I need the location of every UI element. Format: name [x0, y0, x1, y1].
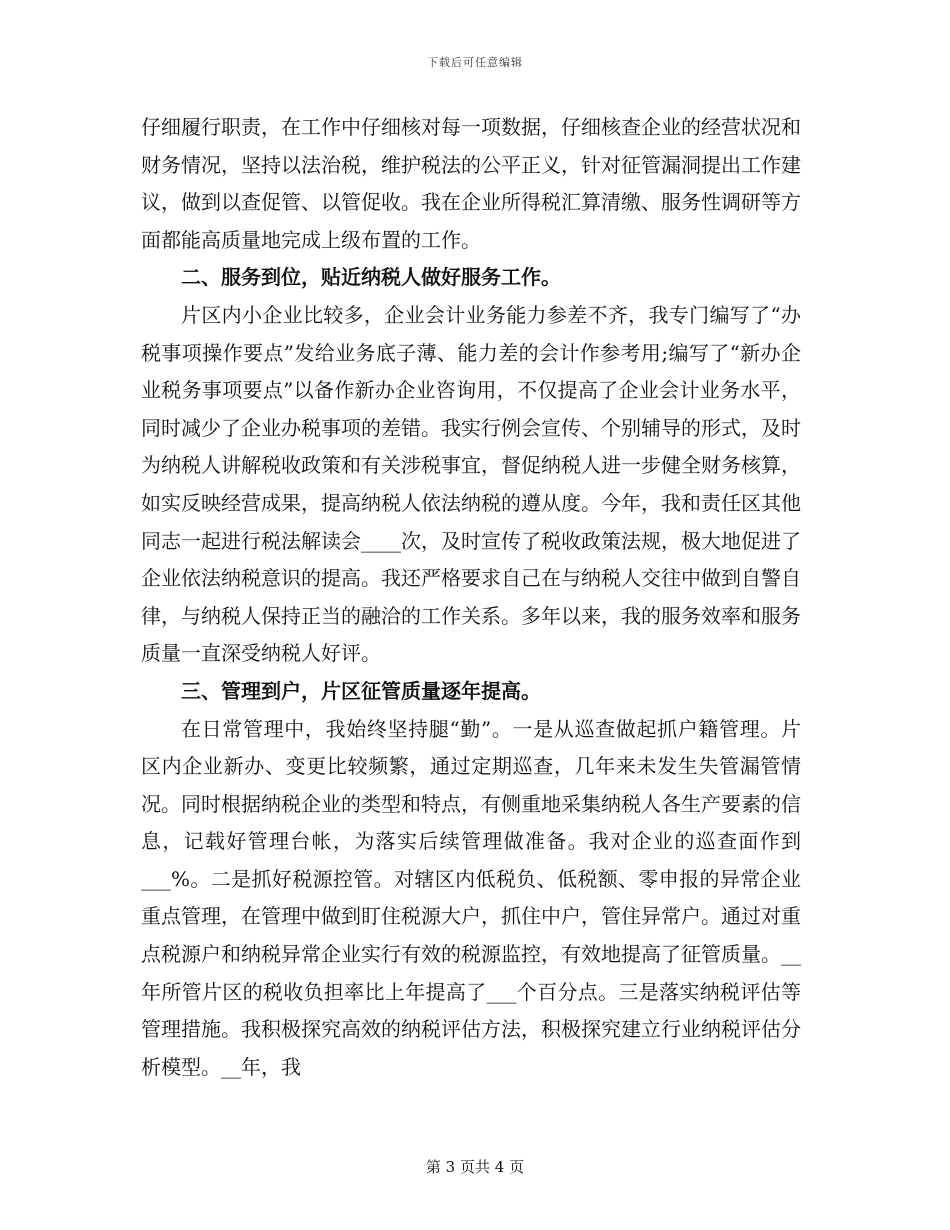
- section-heading: 二、服务到位，贴近纳税人做好服务工作。: [181, 265, 561, 290]
- section-heading: 三、管理到户，片区征管质量逐年提高。: [181, 678, 541, 703]
- body-paragraph: 在日常管理中，我始终坚持腿“勤”。一是从巡查做起抓户籍管理。片区内企业新办、变更比较频繁，通过定期巡查，几年来未发生失管漏管情况。同时根据纳税企业的类型和特点，有侧重地采集纳税人各生产要素的信息，记载好管理台帐，为落实后续管理做准备。我对企业的巡查面作到___%。二是抓好税源控管。对辖区内低税负、低税额、零申报的异常企业重点管理，在管理中做到盯住税源大户，抓住中户，管住异常户。通过对重点税源户和纳税异常企业实行有效的税源监控，有效地提高了征管质量。__年所管片区的税收负担率比上年提高了___个百分点。三是落实纳税评估等管理措施。我积极探究高效的纳税评估方法，积极探究建立行业纳税评估分析模型。__年，我: [141, 716, 801, 1079]
- page-header: 下载后可任意编辑: [427, 56, 523, 69]
- body-paragraph: 仔细履行职责，在工作中仔细核对每一项数据，仔细核查企业的经营状况和财务情况，坚持以法治税，维护税法的公平正义，针对征管漏洞提出工作建议，做到以查促管、以管促收。我在企业所得税汇算清缴、服务性调研等方面都能高质量地完成上级布置的工作。: [141, 115, 801, 252]
- body-paragraph: 片区内小企业比较多，企业会计业务能力参差不齐，我专门编写了“办税事项操作要点”发给业务底子薄、能力差的会计作参考用;编写了“新办企业税务事项要点”以备作新办企业咨询用，不仅提高了企业会计业务水平，同时减少了企业办税事项的差错。我实行例会宣传、个别辅导的形式，及时为纳税人讲解税收政策和有关涉税事宜，督促纳税人进一步健全财务核算，如实反映经营成果，提高纳税人依法纳税的遵从度。今年，我和责任区其他同志一起进行税法解读会____次，及时宣传了税收政策法规，极大地促进了企业依法纳税意识的提高。我还严格要求自己在与纳税人交往中做到自警自律，与纳税人保持正当的融洽的工作关系。多年以来，我的服务效率和服务质量一直深受纳税人好评。: [141, 302, 801, 666]
- page-footer: 第 3 页共 4 页: [425, 1158, 525, 1176]
- document-body: [141, 109, 801, 1086]
